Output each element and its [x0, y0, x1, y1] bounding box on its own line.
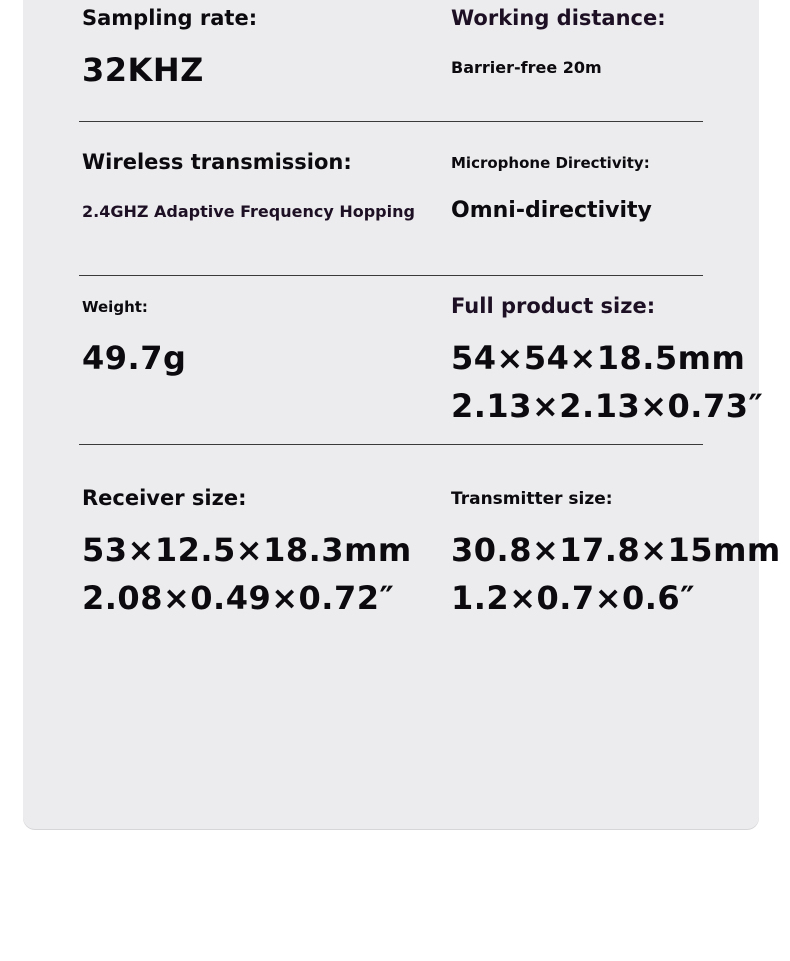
weight-label: Weight: — [82, 298, 148, 316]
microphone-directivity-value: Omni-directivity — [451, 198, 652, 223]
full-product-size-mm: 54×54×18.5mm — [451, 339, 746, 377]
full-product-size-inch: 2.13×2.13×0.73″ — [451, 387, 764, 425]
spec-panel — [23, 0, 781, 829]
wireless-transmission-value: 2.4GHZ Adaptive Frequency Hopping — [82, 202, 415, 221]
receiver-size-mm: 53×12.5×18.3mm — [82, 531, 412, 569]
wireless-transmission-label: Wireless transmission: — [82, 150, 352, 174]
divider — [79, 275, 703, 276]
microphone-directivity-label: Microphone Directivity: — [451, 154, 650, 172]
receiver-size-inch: 2.08×0.49×0.72″ — [82, 579, 395, 617]
receiver-size-label: Receiver size: — [82, 486, 247, 510]
transmitter-size-label: Transmitter size: — [451, 489, 613, 509]
divider — [79, 121, 703, 122]
working-distance-value: Barrier-free 20m — [451, 58, 602, 77]
sampling-rate-label: Sampling rate: — [82, 6, 258, 30]
transmitter-size-inch: 1.2×0.7×0.6″ — [451, 579, 695, 617]
weight-value: 49.7g — [82, 339, 187, 377]
working-distance-label: Working distance: — [451, 6, 666, 30]
transmitter-size-mm: 30.8×17.8×15mm — [451, 531, 781, 569]
divider — [79, 444, 703, 445]
sampling-rate-value: 32KHZ — [82, 51, 204, 89]
full-product-size-label: Full product size: — [451, 294, 656, 318]
